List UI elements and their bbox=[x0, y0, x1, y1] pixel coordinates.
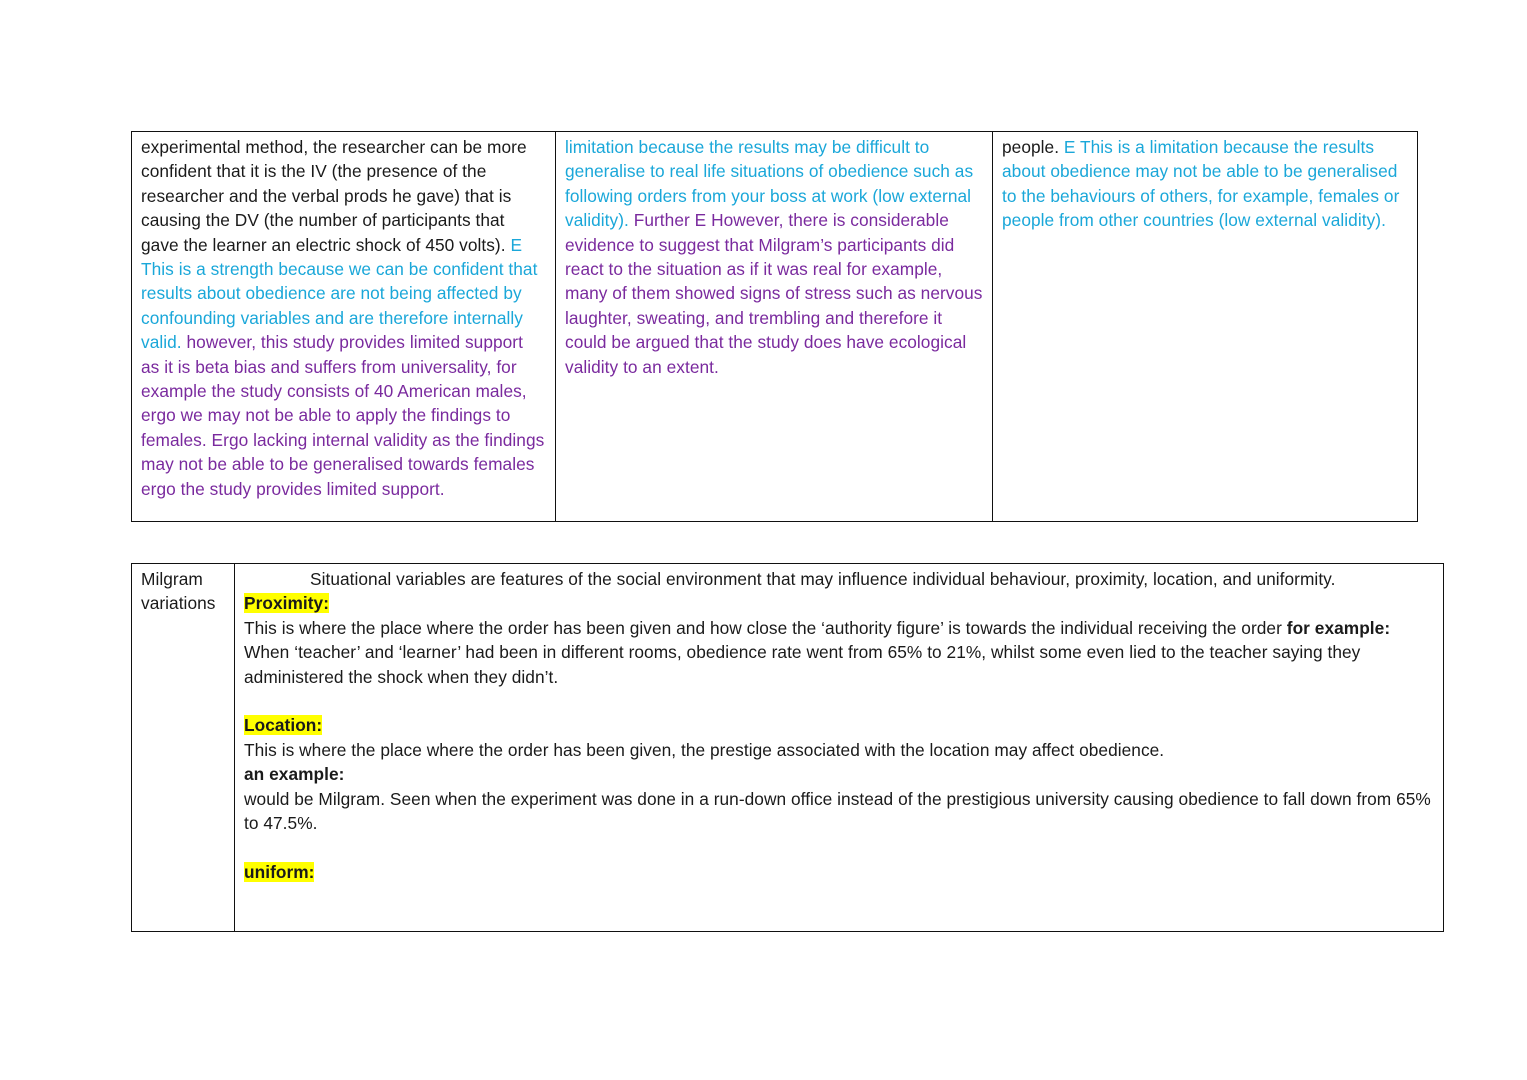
evaluation-cell-1 bbox=[132, 132, 556, 522]
spacer bbox=[244, 835, 1434, 859]
row-label: Milgram variations bbox=[141, 569, 216, 614]
proximity-heading: Proximity: bbox=[244, 593, 330, 614]
cell-text-black: experimental method, the researcher can be more confident that it is the IV (the presence of the researcher and the verbal prods he gave) that is causing the DV (the number of participants that gave the learner an electric shock of 450 volts). bbox=[141, 137, 527, 255]
milgram-variations-table bbox=[131, 563, 1444, 932]
proximity-example: When ‘teacher’ and ‘learner’ had been in different rooms, obedience rate went from 65% to 21%, whilst some even lied to the teacher saying they administered the shock when they didn’t. bbox=[244, 642, 1361, 687]
row-label-cell bbox=[132, 564, 235, 932]
uniform-section bbox=[244, 860, 1434, 884]
table-row bbox=[132, 564, 1444, 932]
location-example-label: an example: bbox=[244, 764, 345, 785]
proximity-text: This is where the place where the order has been given and how close the ‘authority figure’ is towards the individual receiving the order bbox=[244, 617, 1287, 638]
cell-text-blue: E This is a strength because we can be confident that results about obedience are not being affected by confounding variables and are therefore internally valid. bbox=[141, 234, 538, 353]
location-heading: Location: bbox=[244, 715, 323, 736]
intro-text: Situational variables are features of the social environment that may influence individual behaviour, proximity, location, and uniformity. bbox=[310, 569, 1336, 589]
proximity-section bbox=[244, 591, 1434, 615]
cell-text-blue: limitation because the results may be difficult to generalise to real life situations of obedience such as following orders from your boss at work (low external validity). bbox=[565, 137, 974, 231]
proximity-example-label: for example: bbox=[1286, 617, 1391, 638]
cell-text-purple: Further E However, there is considerable evidence to suggest that Milgram’s participants did react to the situation as if it was real for example, many of them showed signs of stress such as nervous laughter, sweating, and trembling and therefore it could be argued that the study does have ecological validity to an extent. bbox=[565, 210, 983, 377]
location-text: This is where the place where the order has been given, the prestige associated with the location may affect obedience. bbox=[244, 739, 1165, 760]
variations-content-cell bbox=[235, 564, 1444, 932]
cell-text-blue: E This is a limitation because the results about obedience may not be able to be generalised to the behaviours of others, for example, females or people from other countries (low external validity). bbox=[1002, 137, 1400, 231]
evaluation-cell-2 bbox=[556, 132, 993, 522]
cell-text-purple: however, this study provides limited support as it is beta bias and suffers from universality, for example the study consists of 40 American males, ergo we may not be able to apply the findings to females. Ergo lacking internal validity as the findings may not be able to be generalised towards females ergo the study provides limited support. bbox=[141, 332, 545, 499]
location-section bbox=[244, 713, 1434, 737]
proximity-description bbox=[244, 616, 1434, 640]
spacer bbox=[244, 689, 1434, 713]
evaluation-table bbox=[131, 131, 1418, 522]
cell-text-black: people. bbox=[1002, 137, 1064, 157]
uniform-heading: uniform: bbox=[244, 861, 315, 882]
location-example: would be Milgram. Seen when the experiment was done in a run-down office instead of the prestigious university causing obedience to fall down from 65% to 47.5%. bbox=[244, 788, 1431, 834]
table-row bbox=[132, 132, 1418, 522]
evaluation-cell-3 bbox=[993, 132, 1418, 522]
